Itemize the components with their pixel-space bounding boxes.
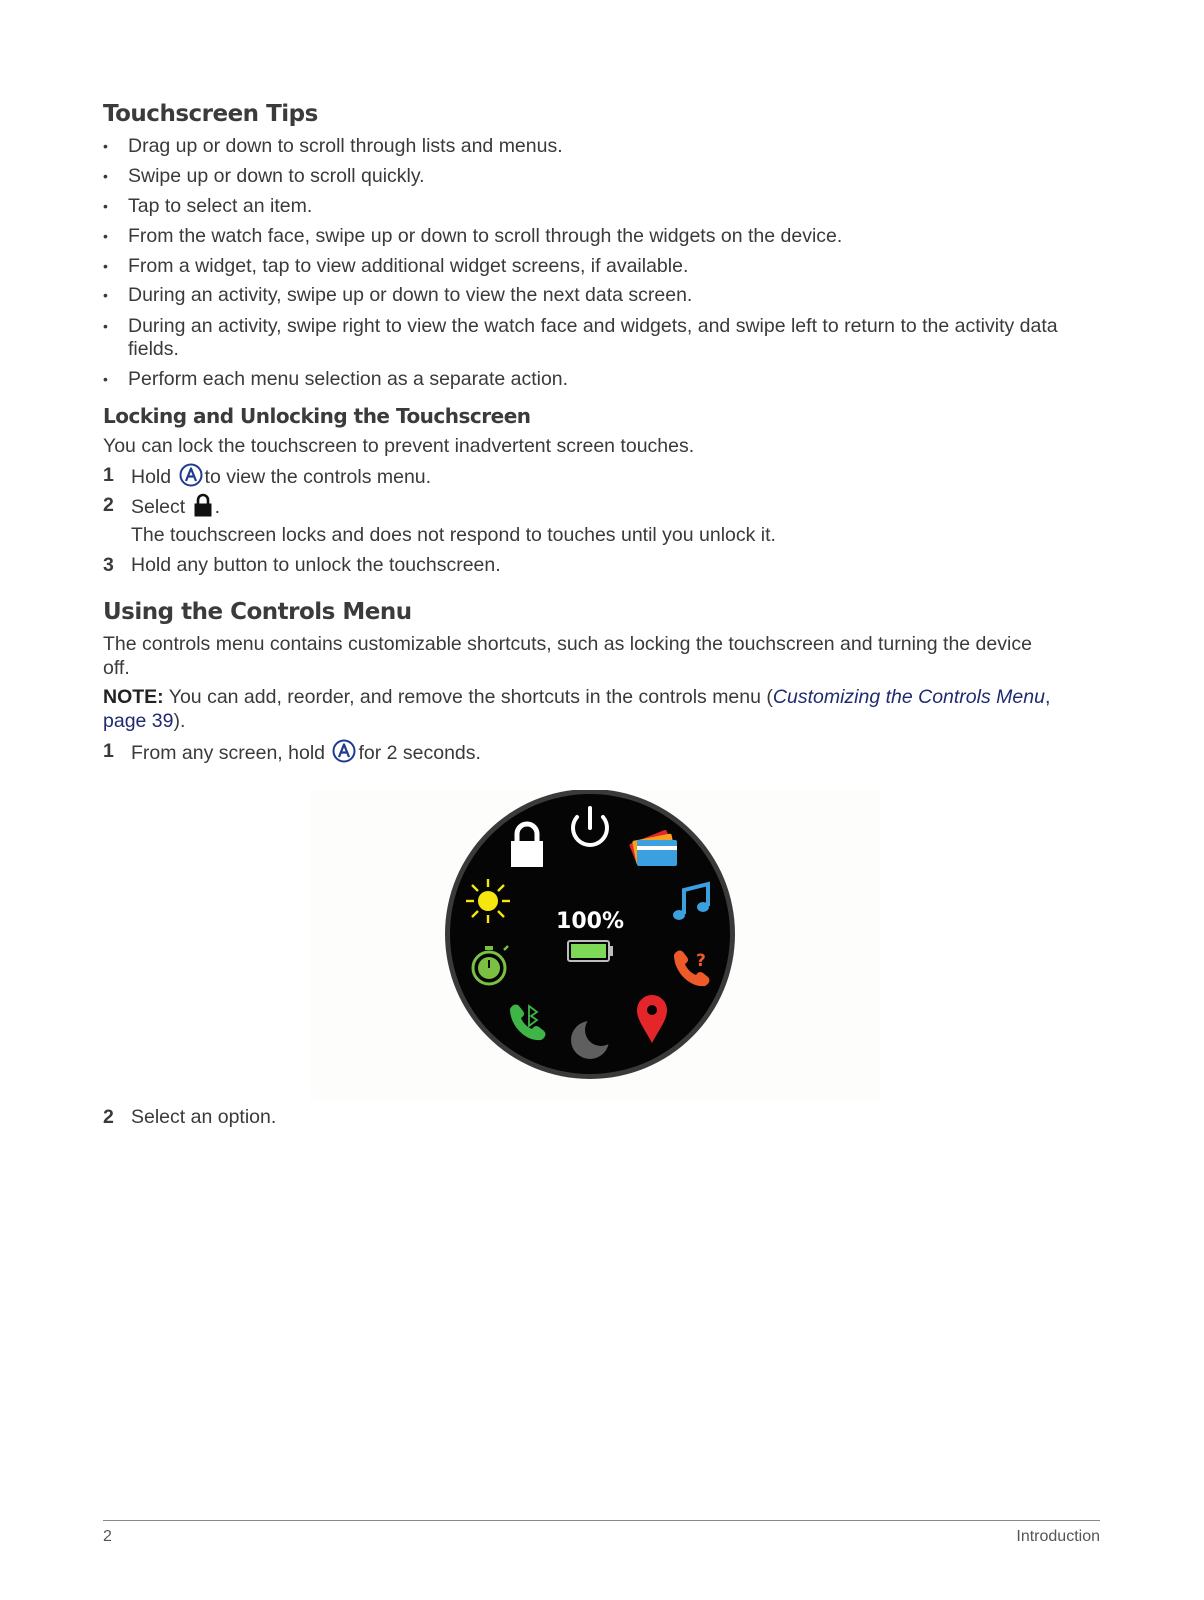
lock-icon (193, 493, 213, 517)
svg-text:?: ? (696, 951, 706, 971)
locking-intro: You can lock the touchscreen to prevent inadvertent screen touches. (103, 435, 695, 457)
heading-controls-menu: Using the Controls Menu (103, 599, 412, 625)
a-button-icon (179, 463, 203, 487)
heading-locking-unlocking: Locking and Unlocking the Touchscreen (103, 404, 531, 428)
note-continuation: page 39). (103, 710, 186, 732)
cross-reference-link[interactable]: Customizing the Controls Menu, (772, 686, 1051, 708)
battery-percentage: 100% (556, 909, 624, 934)
a-button-icon (332, 739, 356, 763)
footer-rule (103, 1520, 1100, 1521)
heading-touchscreen-tips: Touchscreen Tips (103, 101, 318, 127)
controls-menu-illustration (310, 790, 880, 1100)
controls-intro: The controls menu contains customizable shortcuts, such as locking the touchscreen and turning the device (103, 633, 1032, 655)
sun-icon (466, 879, 510, 923)
watch-face-svg (310, 790, 880, 1100)
page-reference-link[interactable]: page 39 (103, 710, 174, 732)
controls-intro-continuation: off. (103, 657, 130, 679)
section-name: Introduction (1016, 1528, 1100, 1545)
note: NOTE: You can add, reorder, and remove the shortcuts in the controls menu (Customizing the Controls Menu, (103, 686, 1051, 708)
page-number: 2 (103, 1528, 112, 1545)
